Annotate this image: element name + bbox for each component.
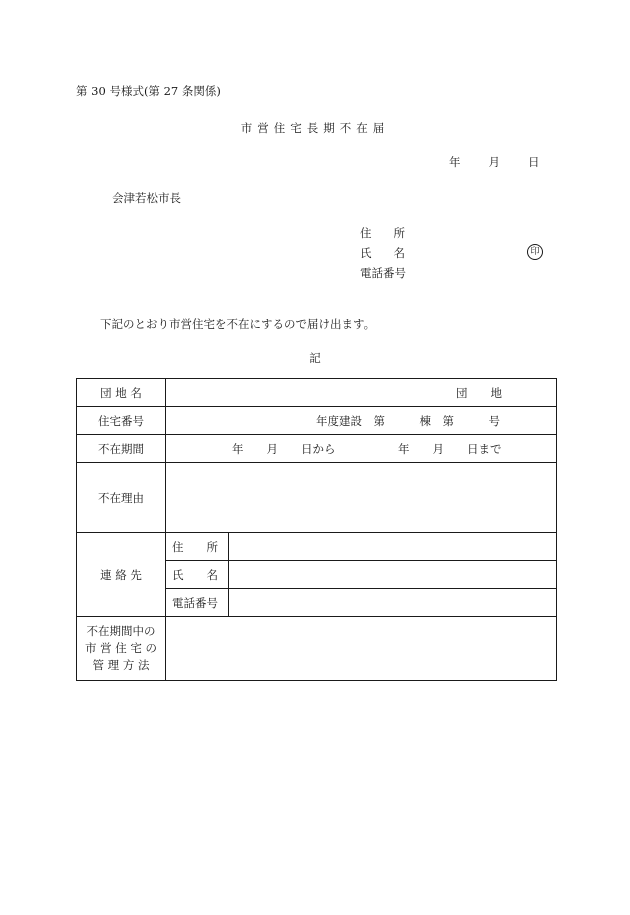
contact-name-field[interactable] xyxy=(229,561,557,589)
detail-table xyxy=(76,378,557,681)
period-end: 年 月 日まで xyxy=(398,441,502,456)
date-month: 月 xyxy=(488,155,500,169)
seal-mark: 印 xyxy=(527,244,543,260)
management-label xyxy=(77,617,166,681)
date-day: 日 xyxy=(528,155,540,169)
document-title: 市営住宅長期不在届 xyxy=(240,121,390,135)
table-row-complex xyxy=(77,379,557,407)
management-label-line-2: 市 営 住 宅 の xyxy=(84,641,158,655)
period-label: 不在期間 xyxy=(77,435,166,463)
house-number-value: 年度建設 第 棟 第 号 xyxy=(316,413,500,428)
contact-address-field[interactable] xyxy=(229,533,557,561)
form-number-label: 第 30 号様式(第 27 条関係) xyxy=(76,84,221,98)
contact-phone-label: 電話番号 xyxy=(166,589,229,617)
management-field[interactable] xyxy=(166,617,557,681)
complex-field[interactable] xyxy=(166,379,557,407)
table-row-period xyxy=(77,435,557,463)
management-label-line-3: 管 理 方 法 xyxy=(92,658,150,672)
complex-label: 団 地 名 xyxy=(77,379,166,407)
statement-text: 下記のとおり市営住宅を不在にするので届け出ます。 xyxy=(100,317,376,331)
period-field[interactable] xyxy=(166,435,557,463)
ki-heading: 記 xyxy=(309,351,321,365)
contact-address-label: 住 所 xyxy=(166,533,229,561)
table-row-reason xyxy=(77,463,557,533)
contact-name-label: 氏 名 xyxy=(166,561,229,589)
applicant-phone-label: 電話番号 xyxy=(360,266,406,280)
complex-suffix: 団 地 xyxy=(456,385,502,400)
date-line xyxy=(449,154,540,170)
contact-phone-field[interactable] xyxy=(229,589,557,617)
date-year: 年 xyxy=(449,155,461,169)
period-start: 年 月 日から xyxy=(232,441,336,456)
addressee: 会津若松市長 xyxy=(112,191,181,205)
house-number-field[interactable] xyxy=(166,407,557,435)
applicant-address-label: 住所 xyxy=(360,226,427,240)
management-label-line-1: 不在期間中の xyxy=(86,624,156,638)
table-row-management xyxy=(77,617,557,681)
reason-label: 不在理由 xyxy=(77,463,166,533)
contact-label: 連 絡 先 xyxy=(77,533,166,617)
house-number-label: 住宅番号 xyxy=(77,407,166,435)
table-row-contact-address xyxy=(77,533,557,561)
table-row-house-number xyxy=(77,407,557,435)
applicant-name-label: 氏名 xyxy=(360,246,427,260)
reason-field[interactable] xyxy=(166,463,557,533)
